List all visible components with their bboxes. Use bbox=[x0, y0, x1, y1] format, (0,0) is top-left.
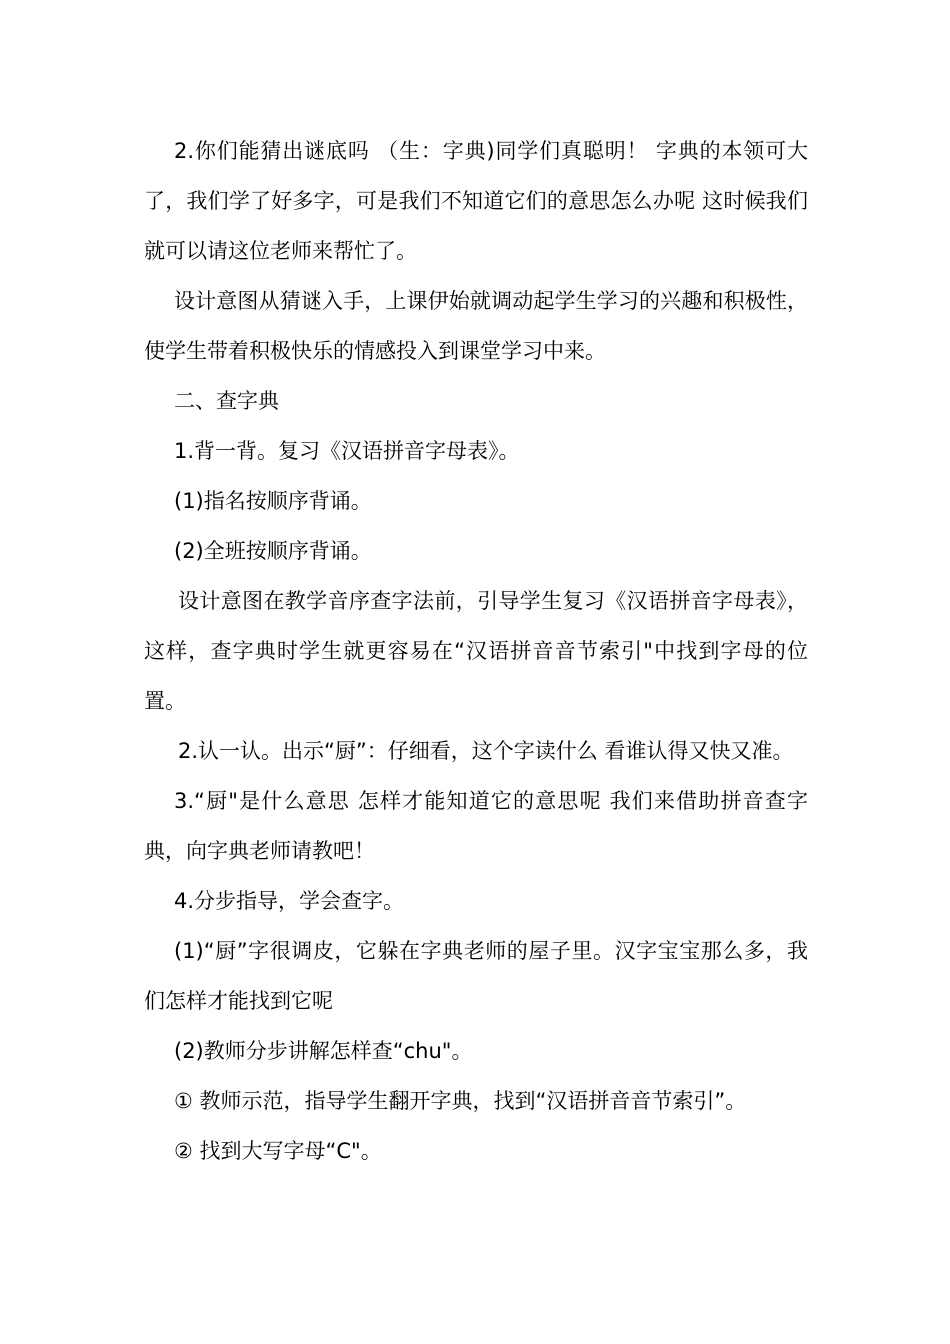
paragraph-step-3: 3.“厨"是什么意思 怎样才能知道它的意思呢 我们来借助拼音查字典，向字典老师请教吧！ bbox=[144, 789, 808, 863]
paragraph-step-4-a: (1)“厨”字很调皮，它躲在字典老师的屋子里。汉字宝宝那么多，我们怎样才能找到它呢 bbox=[144, 939, 808, 1013]
document-page bbox=[144, 126, 808, 1176]
paragraph-step-2: 2.认一认。出示“厨”：仔细看，这个字读什么 看谁认得又快又准。 bbox=[178, 739, 794, 763]
paragraph-step-4-b: (2)教师分步讲解怎样查“chu"。 bbox=[174, 1039, 473, 1063]
paragraph-design-intent-1: 设计意图从猜谜入手，上课伊始就调动起学生学习的兴趣和积极性，使学生带着积极快乐的情感投入到课堂学习中来。 bbox=[144, 289, 808, 363]
paragraph-step-1-a: (1)指名按顺序背诵。 bbox=[174, 489, 372, 513]
paragraph-riddle-answer: 2.你们能猜出谜底吗 （生：字典)同学们真聪明！ 字典的本领可大了，我们学了好多字，可是我们不知道它们的意思怎么办呢 这时候我们就可以请这位老师来帮忙了。 bbox=[144, 139, 808, 263]
paragraph-design-intent-2: 设计意图在教学音序查字法前，引导学生复习《汉语拼音字母表》，这样，查字典时学生就更容易在“汉语拼音音节索引"中找到字母的位置。 bbox=[144, 589, 808, 713]
paragraph-step-4-b-1: ① 教师示范，指导学生翻开字典，找到“汉语拼音音节索引”。 bbox=[174, 1089, 747, 1113]
paragraph-step-4-b-2: ② 找到大写字母“C"。 bbox=[174, 1139, 382, 1163]
paragraph-step-1: 1.背一背。复习《汉语拼音字母表》。 bbox=[174, 439, 520, 463]
section-heading-dictionary: 二、查字典 bbox=[174, 389, 279, 413]
paragraph-step-1-b: (2)全班按顺序背诵。 bbox=[174, 539, 372, 563]
paragraph-step-4: 4.分步指导，学会查字。 bbox=[174, 889, 405, 913]
